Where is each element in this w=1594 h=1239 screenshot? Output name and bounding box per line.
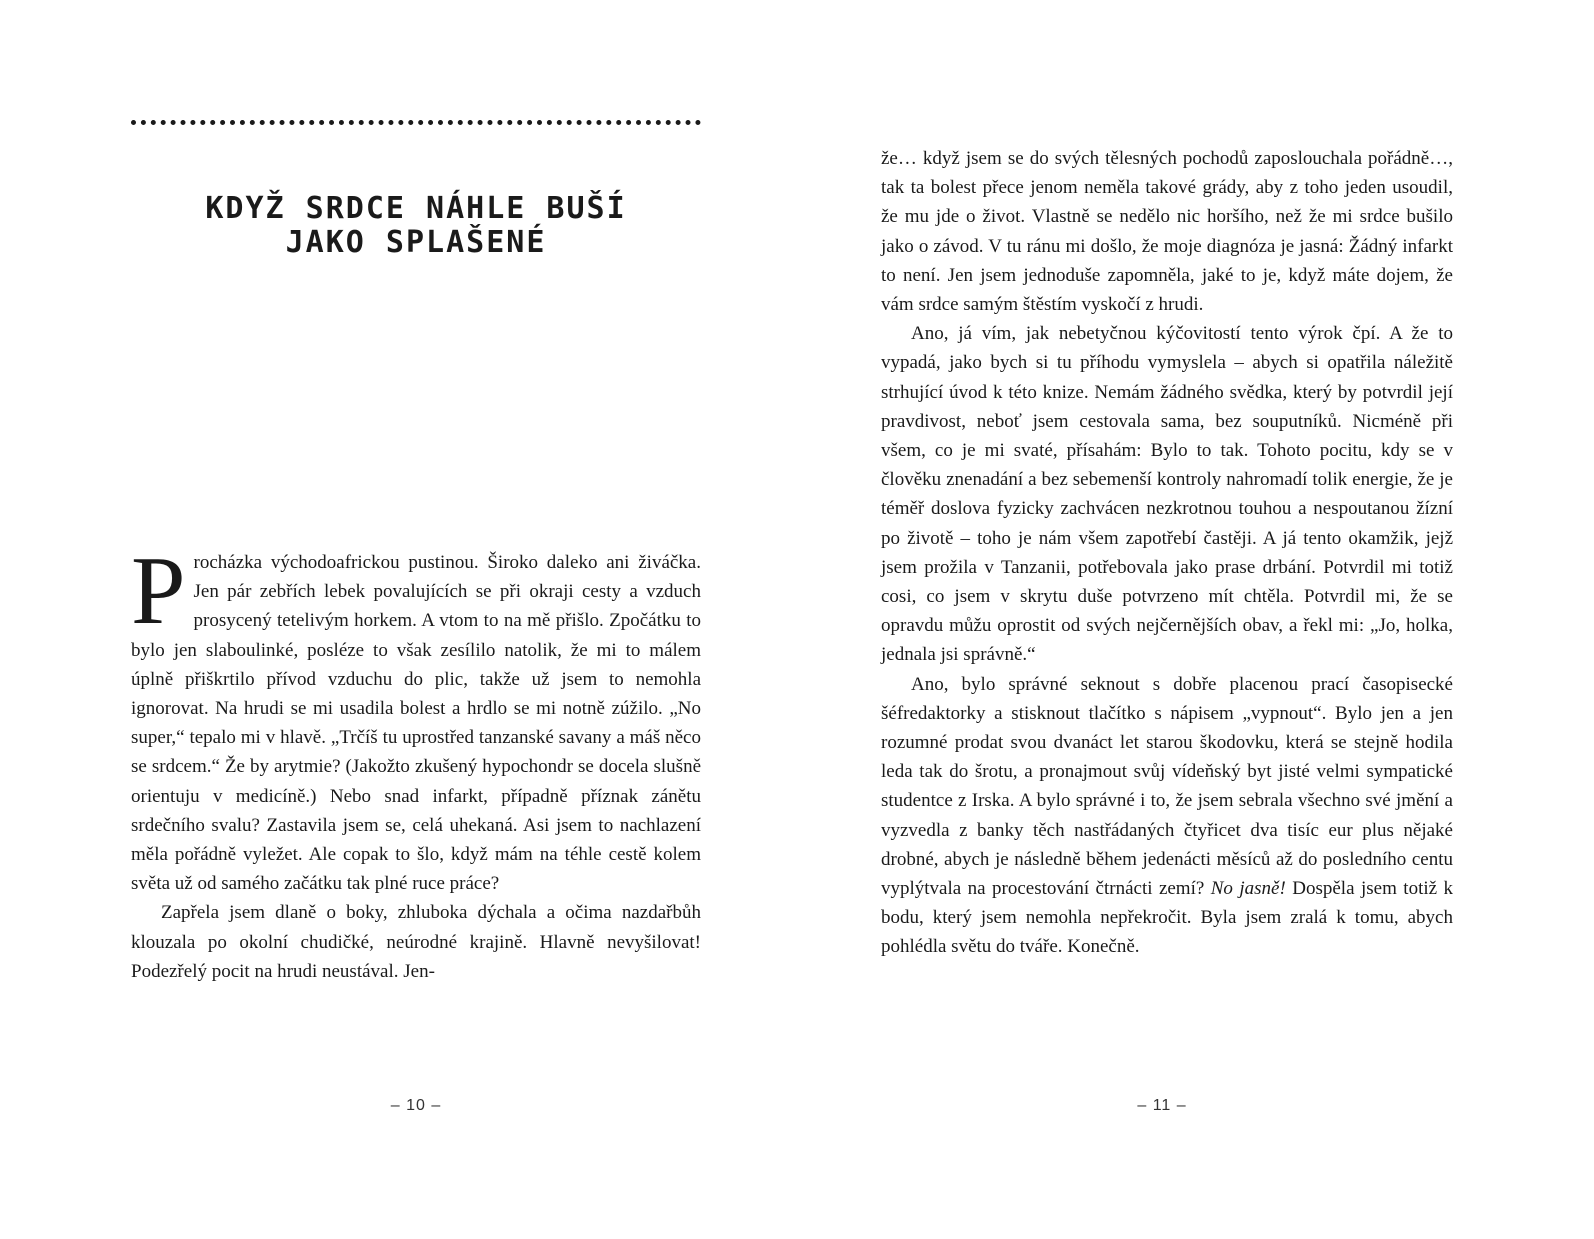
paragraph-opening-text: rocházka východoafrickou pustinou. Široko daleko ani živáčka. Jen pár zebřích lebek povalujících se při okraji cesty a vzduch prosycený tetelivým horkem. A vtom to na mě přišlo. Zpočátku to bylo jen slaboulinké, posléze to však zesílilo natolik, že mi to málem úplně přiškrtilo přívod vzduchu do plic, takže už jsem to nemohla ignorovat. Na hrudi se mi usadila bolest a hrdlo se mi notně zúžilo. „No super,“ tepalo mi v hlavě. „Trčíš tu uprostřed tanzanské savany a máš něco se srdcem.“ Že by arytmie? (Jakožto zkušený hypochondr se docela slušně orientuju v medicíně.) Nebo snad infarkt, případně příznak zánětu srdečního svalu? Zastavila jsem se, celá uhekaná. Asi jsem to nachlazení měla pořádně vyležet. Ale copak to šlo, když mám na téhle cestě kolem světa už od samého začátku tak plné ruce práce?: [131, 552, 701, 895]
paragraph-continued: že… když jsem se do svých tělesných pochodů zaposlouchala pořádně…, tak ta bolest přece jenom neměla takové grády, aby z toho jeden usoudil, že mu jde o život. Vlastně se nedělo nic horšího, než že mi srdce bušilo jako o závod. V tu ránu mi došlo, že moje diagnóza je jasná: Žádný infarkt to není. Jen jsem jednoduše zapomněla, jaké to je, když máte dojem, že vám srdce samým štěstím vyskočí z hrudi.: [881, 148, 1453, 316]
paragraph-text: Dospěla jsem totiž k bodu, který jsem nemohla nepřekročit. Byla jsem zralá k tomu, abych pohlédla světu do tváře. Konečně.: [881, 878, 1453, 958]
paragraph: Zapřela jsem dlaně o boky, zhluboka dýchala a očima nazdařbůh klouzala po okolní chudičké, neúrodné krajině. Hlavně nevyšilovat! Podezřelý pocit na hrudi neustával. Jen-: [131, 902, 701, 982]
paragraph: Ano, já vím, jak nebetyčnou kýčovitostí tento výrok čpí. A že to vypadá, jako bych si tu příhodu vymyslela – abych si opatřila náležitě strhující úvod k této knize. Nemám žádného svědka, který by potvrdil její pravdivost, neboť jsem cestovala sama, bez souputníků. Nicméně při všem, co je mi svaté, přísahám: Bylo to tak. Tohoto pocitu, kdy se v člověku znenadání a bez sebemenší kontroly nahromadí tolik energie, že je téměř doslova fyzicky zachvácen nezkrotnou touhou a nespoutanou žízní po životě – toho je nám všem zapotřebí častěji. A já tento okamžik, jejž jsem prožila v Tanzanii, potřebovala jako prase drbání. Potvrdil mi totiž cosi, co jsem v skrytu duše potvrzeno mít chtěla. Potvrdil mi, že se opravdu můžu oprostit od svých nejčernějších obav, a řekl mi: „Jo, holka, jednala jsi správně.“: [881, 323, 1453, 666]
paragraph-opening: [131, 537, 701, 898]
chapter-title-line-2: JAKO SPLAŠENÉ: [285, 225, 547, 260]
left-body-text: [131, 537, 701, 986]
page-number-left: – 10 –: [390, 1097, 442, 1114]
drop-cap: P: [131, 537, 186, 645]
paragraph: [881, 670, 1453, 962]
paragraph-text: Ano, bylo správné seknout s dobře placenou prací časopisecké šéfredaktorky a stisknout tlačítko s nápisem „vypnout“. Bylo jen a jen rozumné prodat svou dvanáct let starou škodovku, která se stejně hodila leda tak do šrotu, a pronajmout svůj vídeňský byt jisté velmi sympatické studentce z Irska. A bylo správné i to, že jsem sebrala všechno své jmění a vyzvedla z banky těch nastřádaných čtyřicet dva tisíc eur plus nějaké drobné, abych je následně během jedenácti měsíců až do posledního centu vyplýtvala na procestování čtrnácti zemí?: [881, 673, 1453, 900]
chapter-title: [131, 192, 701, 260]
page-number-right: – 11 –: [1137, 1097, 1187, 1114]
right-page: [797, 0, 1594, 1239]
chapter-title-line-1: KDYŽ SRDCE NÁHLE BUŠÍ: [205, 191, 627, 226]
emphasis-text: No jasně!: [1210, 878, 1286, 900]
right-body-text: [881, 144, 1453, 962]
dotted-divider: [131, 120, 701, 125]
